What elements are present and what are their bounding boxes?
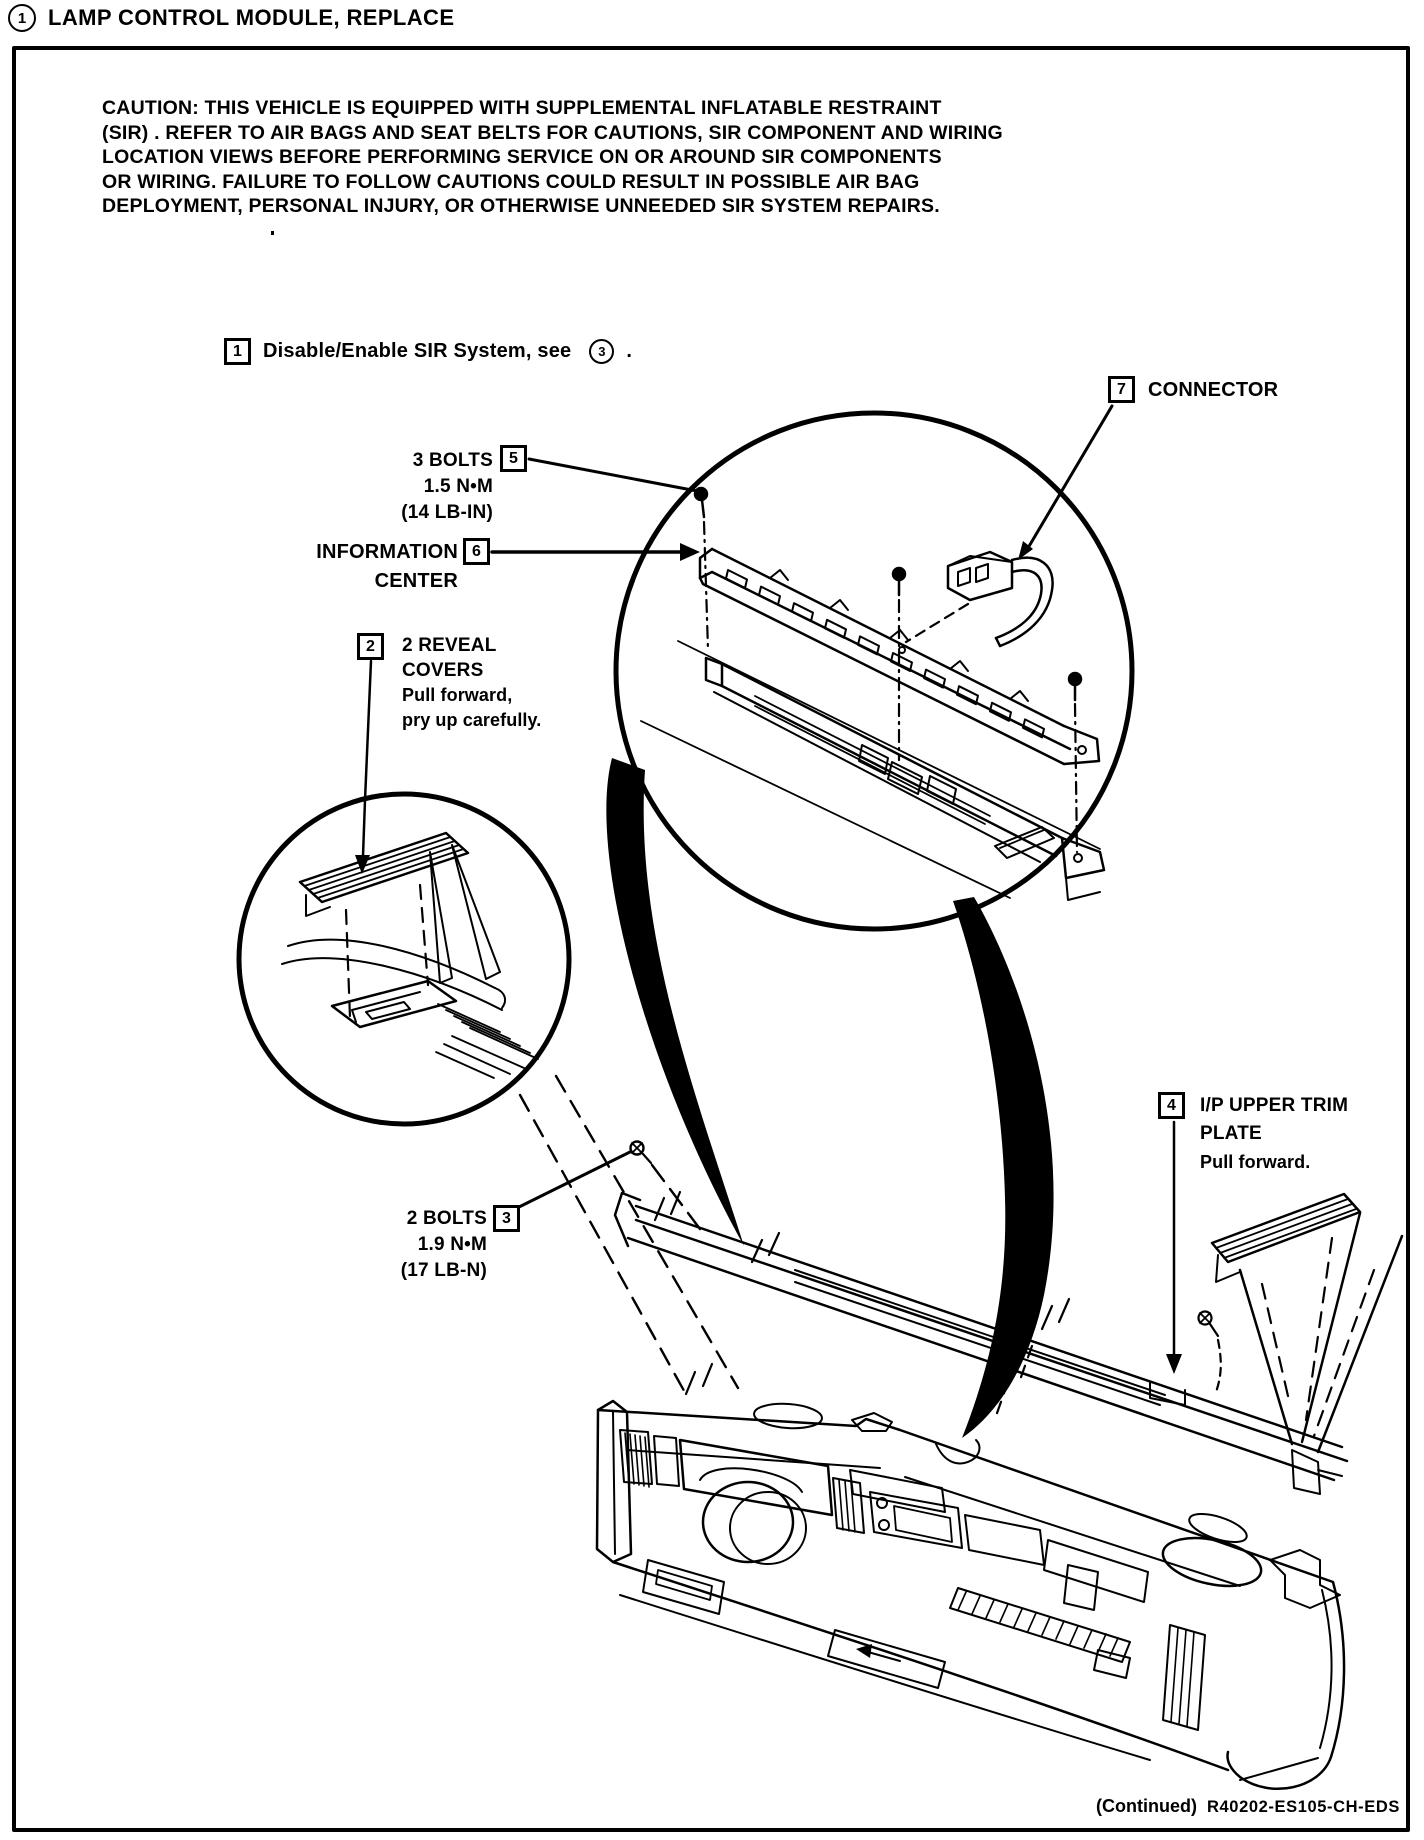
callout-1-period: . xyxy=(626,340,633,362)
callout-disable-sir xyxy=(224,338,632,365)
page-header xyxy=(8,4,454,32)
page-footer xyxy=(0,1796,1400,1817)
callout-7-box: 7 xyxy=(1108,376,1135,403)
callout-reveal-covers xyxy=(402,633,541,733)
trim-line2: PLATE xyxy=(1200,1123,1262,1144)
reveal-line2: COVERS xyxy=(402,660,484,681)
callout-trim-plate xyxy=(1200,1092,1348,1176)
caution-line: CAUTION: THIS VEHICLE IS EQUIPPED WITH SUPPLEMENTAL INFLATABLE RESTRAINT xyxy=(102,97,942,119)
bolts2-line2: 1.9 N•M xyxy=(417,1234,487,1255)
caution-line: OR WIRING. FAILURE TO FOLLOW CAUTIONS COULD RESULT IN POSSIBLE AIR BAG xyxy=(102,170,920,193)
reveal-line4: pry up carefully. xyxy=(402,710,542,730)
see-ref-circle: 3 xyxy=(589,339,614,364)
bolts2-line3: (17 LB-N) xyxy=(400,1260,487,1281)
trim-line3: Pull forward. xyxy=(1200,1152,1311,1172)
callout-connector-label: CONNECTOR xyxy=(1148,379,1279,401)
step-number-circle: 1 xyxy=(8,4,36,32)
callout-3-box: 3 xyxy=(493,1205,520,1232)
callout-4-box: 4 xyxy=(1158,1092,1185,1119)
footer-doc-code: R40202-ES105-CH-EDS xyxy=(1207,1798,1400,1816)
reveal-line3: Pull forward, xyxy=(402,685,513,705)
swoosh-arrows xyxy=(606,758,1053,1438)
bolts3-line1: 3 BOLTS xyxy=(412,450,493,471)
dashboard-drawing xyxy=(520,1076,1402,1789)
caution-line: LOCATION VIEWS BEFORE PERFORMING SERVICE ON OR AROUND SIR COMPONENTS xyxy=(102,146,942,169)
trim-line1: I/P UPPER TRIM xyxy=(1200,1095,1349,1116)
trim-plate-fragment xyxy=(1199,1194,1403,1452)
bolts2-line1: 2 BOLTS xyxy=(406,1208,487,1229)
footer-continued: (Continued) xyxy=(1096,1796,1198,1816)
caution-line: DEPLOYMENT, PERSONAL INJURY, OR OTHERWISE UNNEEDED SIR SYSTEM REPAIRS. xyxy=(102,195,940,218)
callout-bolts-two xyxy=(330,1206,487,1284)
info-center-line1: INFORMATION xyxy=(316,541,458,563)
callout-6-box: 6 xyxy=(463,538,490,565)
page-border xyxy=(14,48,1408,1830)
bolts3-line3: (14 LB-IN) xyxy=(401,502,493,523)
reveal-detail-circle xyxy=(239,794,569,1124)
caution-paragraph xyxy=(102,96,1192,219)
reveal-line1: 2 REVEAL xyxy=(402,635,497,656)
stray-mark xyxy=(271,231,274,235)
bolts3-line2: 1.5 N•M xyxy=(423,476,493,497)
info-center-line2: CENTER xyxy=(374,570,458,592)
callout-1-box: 1 xyxy=(224,338,251,365)
callout-2-box: 2 xyxy=(357,633,384,660)
connector-drawing xyxy=(906,552,1053,646)
callout-5-box: 5 xyxy=(500,445,527,472)
callout-information-center xyxy=(230,538,458,596)
callout-1-text: Disable/Enable SIR System, see xyxy=(263,340,572,362)
caution-line: (SIR) . REFER TO AIR BAGS AND SEAT BELTS FOR CAUTIONS, SIR COMPONENT AND WIRING xyxy=(102,121,1003,144)
page-title: LAMP CONTROL MODULE, REPLACE xyxy=(48,5,455,30)
callout-bolts-three xyxy=(330,448,493,526)
